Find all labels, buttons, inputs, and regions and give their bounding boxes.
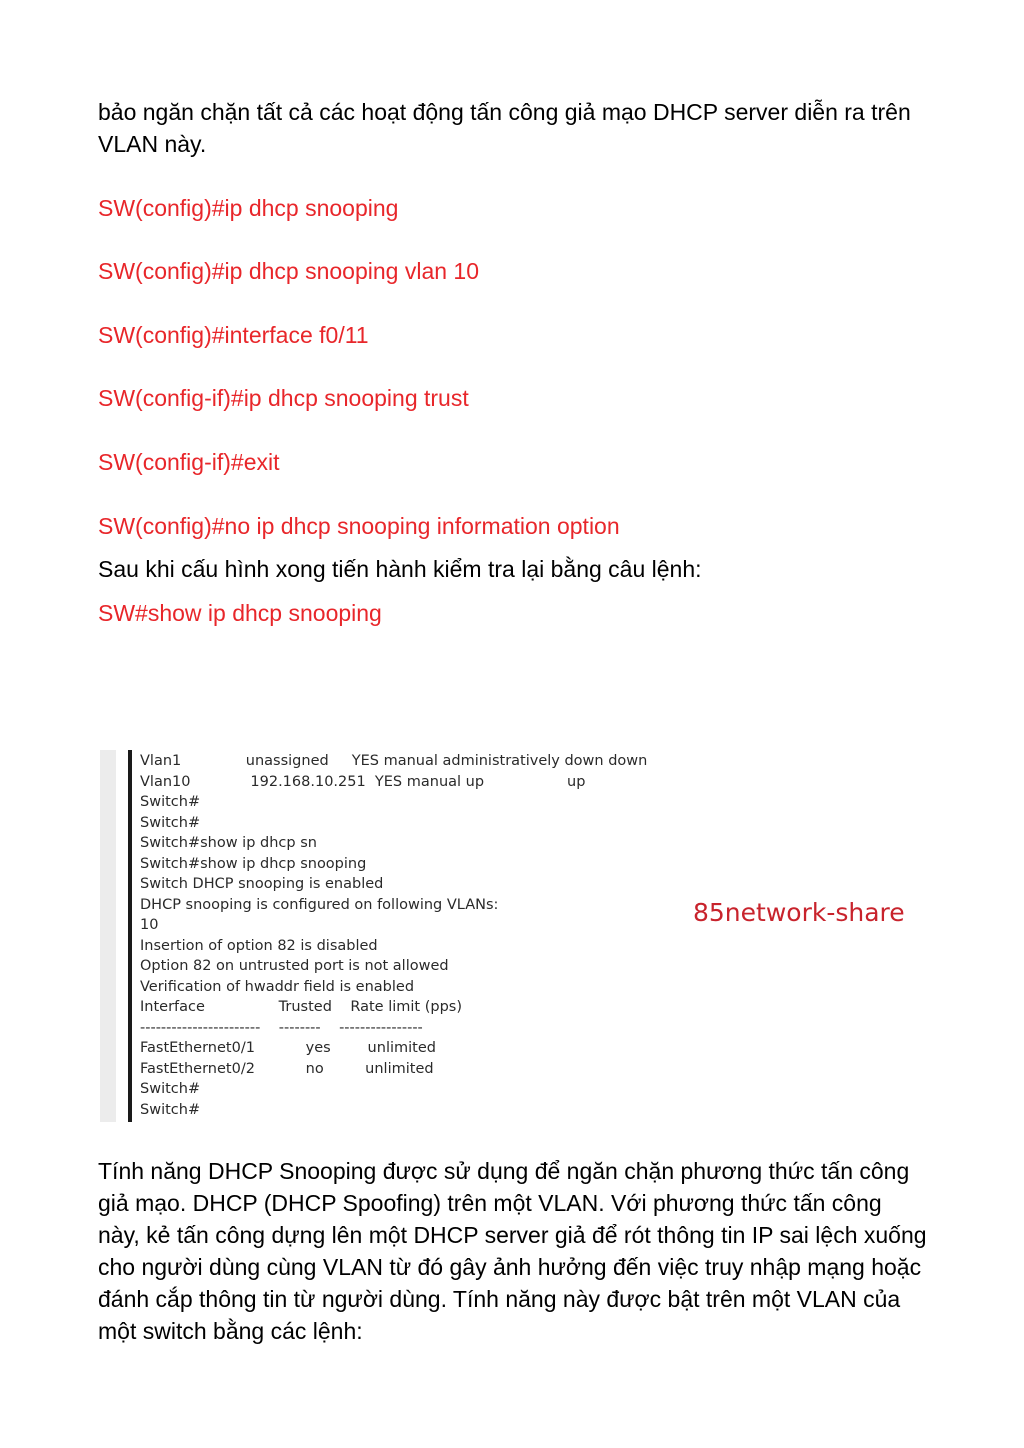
terminal-line: Switch#show ip dhcp snooping <box>140 855 367 872</box>
terminal-left-bar <box>128 750 132 1122</box>
terminal-line: Switch# <box>140 1101 201 1118</box>
terminal-line: Verification of hwaddr field is enabled <box>140 978 415 995</box>
terminal-line: Interface Trusted Rate limit (pps) <box>140 999 462 1015</box>
terminal-line: Switch#show ip dhcp sn <box>140 835 317 851</box>
terminal-line: Insertion of option 82 is disabled <box>140 937 378 954</box>
terminal-line: 10 <box>140 917 159 933</box>
command-line: SW(config-if)#exit <box>98 449 280 475</box>
command-line: SW(config)#interface f0/11 <box>98 322 369 348</box>
terminal-screenshot <box>100 750 700 1122</box>
terminal-gutter <box>100 750 116 1122</box>
watermark-text: 85network-share <box>693 898 905 927</box>
terminal-line: Vlan10 192.168.10.251 YES manual up up <box>140 773 586 790</box>
terminal-line: Vlan1 unassigned YES manual administratively down down <box>140 753 648 769</box>
command-line: SW(config)#ip dhcp snooping <box>98 195 399 221</box>
terminal-line: FastEthernet0/1 yes unlimited <box>140 1040 436 1056</box>
intro-paragraph: bảo ngăn chặn tất cả các hoạt động tấn công giả mạo DHCP server diễn ra trên VLAN này. <box>98 99 911 157</box>
command-line: SW(config)#ip dhcp snooping vlan 10 <box>98 258 480 284</box>
command-line: SW(config)#no ip dhcp snooping information option <box>98 513 620 539</box>
terminal-line: ----------------------- -------- ---------------- <box>140 1019 423 1036</box>
terminal-line: DHCP snooping is configured on following VLANs: <box>140 896 499 913</box>
terminal-output <box>140 751 647 1120</box>
terminal-line: FastEthernet0/2 no unlimited <box>140 1060 434 1077</box>
verify-command: SW#show ip dhcp snooping <box>98 600 382 626</box>
terminal-line: Switch# <box>140 814 201 831</box>
terminal-line: Switch# <box>140 1081 201 1097</box>
terminal-line: Switch DHCP snooping is enabled <box>140 876 384 892</box>
terminal-line: Switch# <box>140 794 201 810</box>
terminal-line: Option 82 on untrusted port is not allowed <box>140 958 449 974</box>
verify-paragraph: Sau khi cấu hình xong tiến hành kiểm tra lại bằng câu lệnh: <box>98 556 702 582</box>
closing-paragraph: Tính năng DHCP Snooping được sử dụng để ngăn chặn phương thức tấn công giả mạo. DHCP (DHCP Spoofing) trên một VLAN. Với phương thức tấn công này, kẻ tấn công dựng lên một DHCP server giả để rót thông tin IP sai lệch xuống cho người dùng cùng VLAN từ đó gây ảnh hưởng đến việc truy nhập mạng hoặc đánh cắp thông tin từ người dùng. Tính năng này được bật trên một VLAN của một switch bằng các lệnh: <box>98 1158 927 1344</box>
command-line: SW(config-if)#ip dhcp snooping trust <box>98 385 469 411</box>
